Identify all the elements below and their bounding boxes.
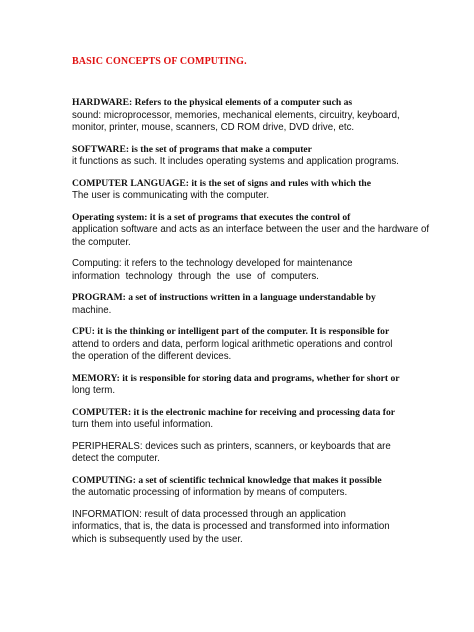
- paragraph-lead: INFORMATION: result of data processed through an application: [72, 508, 346, 520]
- paragraph-lead: COMPUTING: a set of scientific technical knowledge that makes it possible: [72, 474, 382, 486]
- paragraph-cpu: [72, 326, 412, 364]
- paragraph-line: detect the computer.: [72, 453, 160, 464]
- paragraph-information: [72, 509, 412, 547]
- paragraph-line: application software and acts as an interface between the user and the hardware of: [72, 224, 430, 235]
- paragraph-lead: PERIPHERALS: devices such as printers, scanners, or keyboards that are: [72, 440, 391, 452]
- paragraph-lead: MEMORY: it is responsible for storing data and programs, whether for short or: [72, 372, 400, 384]
- paragraph-lead: COMPUTER LANGUAGE: it is the set of signs and rules with which the: [72, 177, 372, 189]
- paragraph-line: long term.: [72, 385, 116, 396]
- paragraph-line: sound: microprocessor, memories, mechanical elements, circuitry, keyboard,: [72, 109, 400, 121]
- paragraph-line: it functions as such. It includes operating systems and application programs.: [72, 156, 399, 167]
- paragraph-line: turn them into useful information.: [72, 419, 214, 430]
- paragraph-computing: [72, 258, 412, 283]
- paragraph-hardware: [72, 97, 412, 135]
- page-title: BASIC CONCEPTS OF COMPUTING.: [72, 56, 247, 67]
- paragraph-lead: Computing: it refers to the technology developed for maintenance: [72, 258, 353, 269]
- paragraph-line: which is subsequently used by the user.: [72, 533, 243, 545]
- paragraph-lead: HARDWARE: Refers to the physical elements of a computer such as: [72, 97, 353, 108]
- paragraph-line: the operation of the different devices.: [72, 351, 232, 362]
- paragraph-lead: CPU: it is the thinking or intelligent part of the computer. It is responsible for: [72, 326, 390, 337]
- paragraph-computing-definition: [72, 475, 412, 500]
- document-page: [72, 56, 430, 555]
- paragraph-program: [72, 292, 412, 317]
- paragraph-peripherals: [72, 441, 412, 466]
- paragraph-lead: Operating system: it is a set of programs that executes the control of: [72, 211, 351, 223]
- paragraph-line: monitor, printer, mouse, scanners, CD ROM drive, DVD drive, etc.: [72, 122, 355, 133]
- paragraph-computer: [72, 407, 412, 432]
- paragraph-computer-language: [72, 178, 412, 203]
- paragraph-software: [72, 144, 412, 169]
- paragraph-line: the computer.: [72, 236, 131, 248]
- paragraph-line: The user is communicating with the computer.: [72, 190, 270, 201]
- paragraph-lead: SOFTWARE: is the set of programs that make a computer: [72, 143, 312, 155]
- paragraph-lead: PROGRAM: a set of instructions written in a language understandable by: [72, 292, 376, 303]
- paragraph-line: informatics, that is, the data is processed and transformed into information: [72, 521, 390, 532]
- paragraph-line: information technology through the use of computers.: [72, 270, 319, 282]
- paragraph-line: machine.: [72, 304, 112, 316]
- paragraph-memory: [72, 373, 412, 398]
- paragraph-line: attend to orders and data, perform logical arithmetic operations and control: [72, 338, 393, 350]
- paragraph-lead: COMPUTER: it is the electronic machine for receiving and processing data for: [72, 406, 396, 418]
- paragraph-operating-system: [72, 211, 430, 250]
- paragraph-line: the automatic processing of information by means of computers.: [72, 487, 348, 498]
